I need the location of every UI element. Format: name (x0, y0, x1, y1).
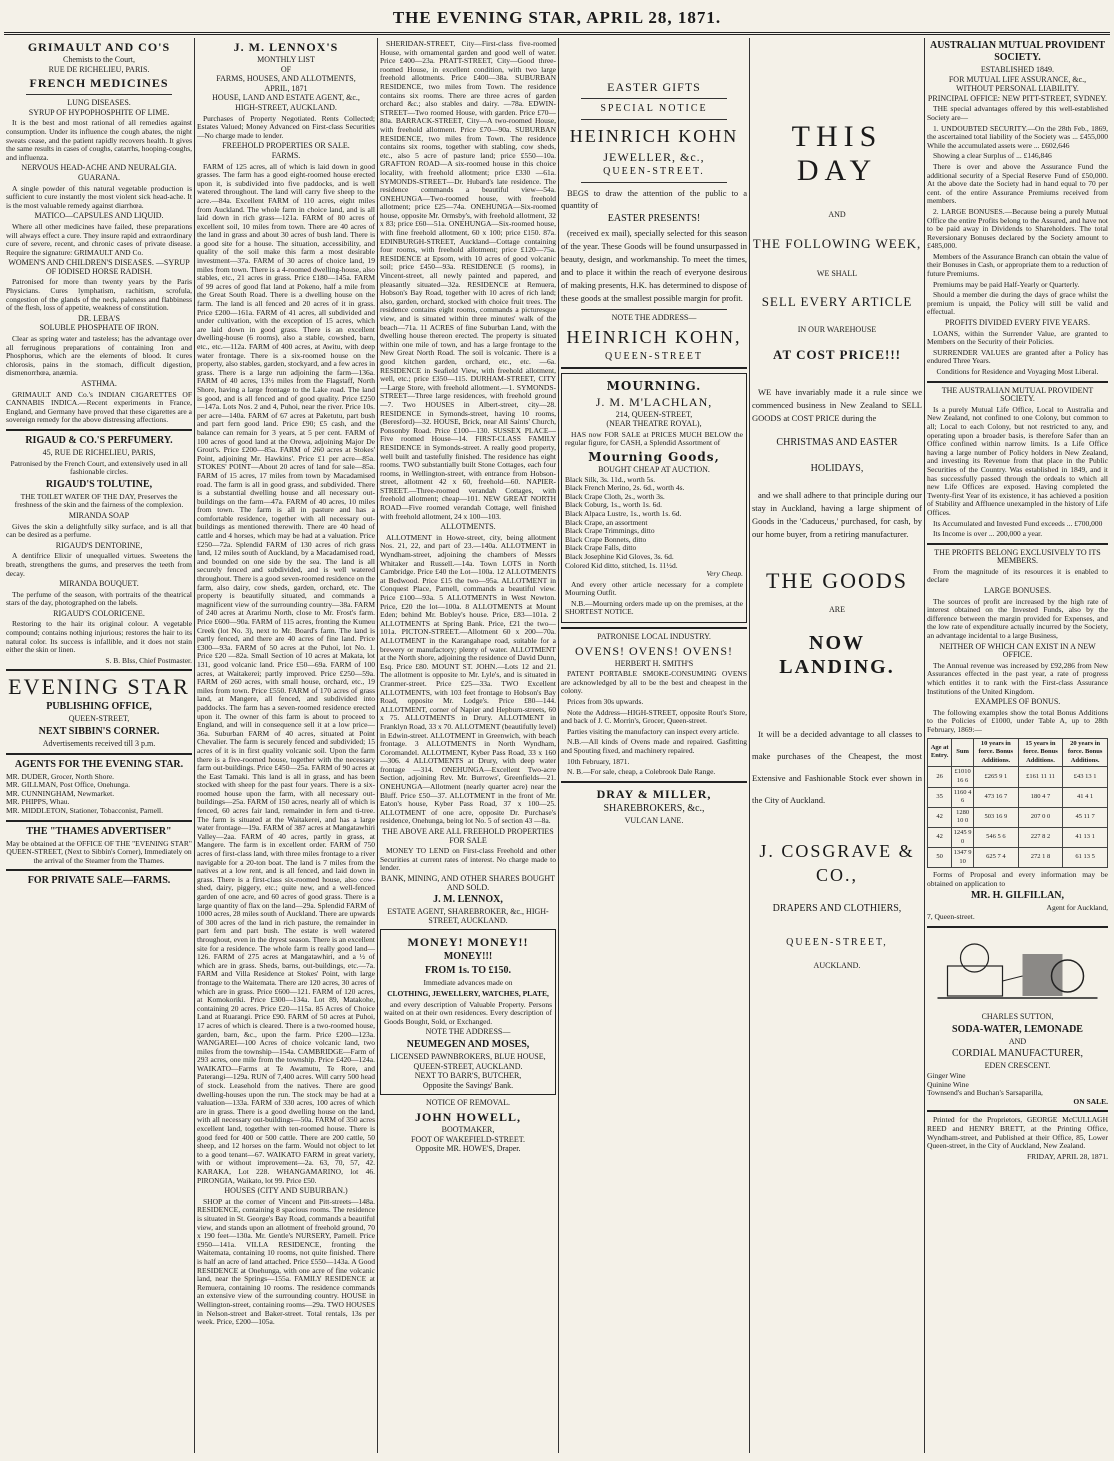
asthma-heading: ASTHMA. (81, 379, 117, 388)
forms-body: Forms of Proposal and every information may be obtained on application to (927, 870, 1108, 888)
rigaud-body: Patronised by the French Court, and extensively used in all fashionable circles. (10, 458, 188, 477)
list-item: Ginger Wine (927, 1071, 966, 1081)
table-cell: 625 7 4 (973, 848, 1018, 868)
coloricene-body: Restoring to the hair its original colour. A vegetable compound; contains nothing injurious; restores the hair to its natural color. Its success is infallible, and it does not stain either the skin or linen. (6, 619, 192, 655)
spacer (752, 279, 922, 293)
eden: EDEN CRESCENT. (984, 1061, 1051, 1071)
houses-body: SHOP at the corner of Vincent and Pitt-streets—148a. RESIDENCE, containing 8 spacious rooms. The residence is situated in St. George's Bay Road, commands a beautiful view, and stands upon an allotment of freehold ground, 70 x 190 feet—130a. Mr. Gentle's NURSERY, Parnell. Price £950—141a. VILLA RESIDENCE, fronting the Waitemata, containing 10 rooms, not quite finished. There is half an acre of land attached. Price £550—143a. A Good RESIDENCE at Onehunga, with one acre of fine volcanic land, near the Springs—155a. FAMILY RESIDENCE at Remuera, containing 10 rooms. The residence commands an extensive view of the surrounding country. HOUSE in Wellington-street, containing rooms—29a. TWO HOUSES in Nelson-street and Baker-street. Total rentals, 13s per week. Price, £200—105a. (197, 1196, 375, 1327)
iron-body: Clear as spring water and tasteless; has the advantage over all ferruginous preparations of containing Iron and Phosphorus, which are the elements of blood. It cures chlorosis, pains in the stomach, difficult digestion, dismenorrhœa, anæmia. (6, 334, 192, 378)
column-6 (927, 38, 1108, 1453)
of-label: OF (280, 64, 292, 74)
table-row (928, 827, 1108, 847)
table-cell: 61 13 5 (1063, 848, 1108, 868)
amp-p1: 1. UNDOUBTED SECURITY.—On the 28th Feb., 1869, the ascertained total liability of the Society was ... £455,000 While the accumulated assets were ... £602,646 (927, 123, 1108, 150)
guarana-heading: GUARANA. (78, 172, 120, 182)
table-cell: 50 (928, 848, 952, 868)
gilfillan-agent: Agent for Auckland, (1046, 903, 1108, 913)
list-item: Black Crape Trimmings, ditto (565, 526, 655, 536)
mclachlan-title: J. M. M'LACHLAN, (595, 394, 713, 409)
column-header: Age at Entry. (928, 738, 952, 767)
printed-for: Printed for the Proprietors, GEORGE McCULLAGH REED and HENRY BRETT, at the Printing Office, Wyndham-street, and Published at their Office, 85, Lower Queen-street, in the City of Auckland, New Zealand. (927, 1115, 1108, 1151)
masthead-rule (4, 32, 1110, 35)
publishing-office: PUBLISHING OFFICE, (46, 701, 152, 713)
spacer (752, 451, 922, 461)
amp-surrender: SURRENDER VALUES are granted after a Policy has endured Three Years. (927, 347, 1108, 366)
list-item: Black Crape Falls, ditto (565, 543, 637, 553)
spacer (752, 253, 922, 269)
tolutine-heading: RIGAUD'S TOLUTINE, (45, 478, 153, 490)
spacer (752, 543, 922, 567)
lennox-sig-sub: ESTATE AGENT, SHAREBROKER, &c., HIGH-STREET, AUCKLAND. (387, 907, 549, 925)
next-barr: NEXT TO BARR'S, BUTCHER, (414, 1071, 522, 1081)
mclachlan-nb: N.B.—Mourning orders made up on the premises, at the SHORTEST NOTICE. (565, 598, 743, 617)
table-cell: 1160 4 6 (952, 787, 974, 807)
amp-without: WITHOUT PERSONAL LIABILITY. (956, 84, 1079, 94)
syrup-body: It is the best and most rational of all remedies against consumption. Under its influence the cough abates, the night sweats cease, and the patient rapidly recovers health. It gives the same results in cases of coughs, catarrhs, hooping-coughs, and influenza. (6, 118, 192, 162)
rigaud-title: RIGAUD & CO.'S PERFUMERY. (25, 434, 173, 446)
agent-item: MR. MIDDLETON, Stationer, Tobacconist, Parnell. (6, 806, 164, 815)
smith-note2: Parties visiting the manufactory can inspect every article. (567, 726, 740, 736)
we-shall: WE SHALL (816, 268, 858, 278)
mourning-goods: Mourning Goods, (588, 449, 720, 464)
dray-title: DRAY & MILLER, (596, 786, 712, 801)
divider (6, 669, 192, 671)
table-cell: £161 11 11 (1018, 767, 1063, 787)
properties-body: SHERIDAN-STREET, City—First-class five-roomed House, with ornamental garden and good well of water. Price £400—23a. PRATT-STREET, City—Good three-roomed House, in excellent condition, with two large freehold allotments. Price £400—38a. SUBURBAN RESIDENCE, two miles from Town. The residence contains six rooms. There are three acres of garden orchard &c.; also stables and dairy. —78a. EDWIN-STREET—Two roomed House, with garden. Price £70—80a. BARRACK-STREET, City—A two-roomed House, with freehold allotment. Price £70—90a. SUBURBAN RESIDENCE, two miles from Town. The residence contains six rooms, together with stabling, cow sheds, etc., also 5 acre of pasture land; price £550—10a. GRAFTON ROAD—A six-roomed house in this choice locality, with freehold allotment; price £330 —61a. SYMONDS-STREET—Dr. Hubard's late residence. The residence commands a beautiful view—54a. ONEHUNGA—Two-roomed house, with freehold allotment; price £25—74a. ONEHUNGA—Six-roomed house, opposite Mr. Ormsby's, with freehold allotment, 32 x 83; price £60—51a. ONEHUNGA—Six-roomed house, with fine freehold allotment, 60 x 100; price £150. 87a. EDINBURGH-STREET, Auckland—Cottage containing four rooms, with freehold allotment; price £120—75a. RESIDENCE at Epsom, with 10 acres of good volcanic soil; price £450—93a. RESIDENCE (5 rooms), in Vincent-street, all newly painted and papered, and pleasantly situated—32a. RESIDENCE at Remuera, Hobson's Bay Road, together with 10 acres of rich land; also, garden, orchard, stocked with choice fruit trees. The residence contains eight rooms, commands a picturesque view, and is situated within three minutes' walk of the beach—71a. 11 ACRES of fine Suburban Land, with the dwelling house thereon erected. The property is situated within one mile of town, and has a large frontage to the New Great North Road. The soil is volcanic. There is a good kitchen garden, orchard, etc., etc. —6a. RESIDENCE in Seafield View, with freehold allotment, well, etc.; price £350—115. DURHAM-STREET, CITY—Large Store, with freehold allotment.—1. SYMONDS-STREET—Three large residences, with freehold ground—7. Two HOUSES in Albert-street, city—28. RESIDENCE in Symonds-street, having 10 rooms, (Beresford)—32. HOUSE, Brick, near All Saints' Church, Ponsonby Road. Price £100—130. SUSSEX PLACE—Five roomed House—14. FIRST-CLASS FAMILY RESIDENCE in Symonds-street. A really good property, well built and tastefully finished. The residence has eight rooms. TWO substantially built Stone Cottages, each four rooms, in Wellington-street, with entrance from Hobson-street, allotment 42 x 60, freehold—60. NAPIER-STREET.—Three-roomed verandah Cottages, with freehold allotment; cheap—101. NEW GREAT NORTH ROAD—Five roomed verandah Cottage, well finished with freehold allotment, 24 x 100—103. (380, 39, 556, 521)
money-items: CLOTHING, JEWELLERY, WATCHES, PLATE, (387, 988, 549, 998)
nervous-heading: NERVOUS HEAD-ACHE AND NEURALGIA. (21, 163, 177, 173)
column-header: 10 years in force. Bonus Additions. (973, 738, 1018, 767)
agent-item: MR. CUNNINGHAM, Newmarket. (6, 788, 115, 798)
table-cell: 227 8 2 (1018, 827, 1063, 847)
table-cell: 35 (928, 787, 952, 807)
table-cell: 1245 9 0 (952, 827, 974, 847)
howell-title: JOHN HOWELL, (414, 1109, 521, 1124)
table-cell: 503 16 9 (973, 807, 1018, 827)
agent-item: MR. GILLMAN, Post Office, Onehunga. (6, 780, 131, 790)
farms-heading: FARMS, HOUSES, AND ALLOTMENTS, (216, 74, 356, 84)
amp-conditions: Conditions for Residence and Voyaging Most Liberal. (936, 367, 1099, 376)
kohn-title: HEINRICH KOHN (569, 126, 739, 146)
bought-cheap: BOUGHT CHEAP AT AUCTION. (598, 464, 710, 474)
divider (927, 1110, 1108, 1112)
grimault-sub: Chemists to the Court, (63, 55, 135, 64)
table-cell: 1280 10 0 (952, 807, 974, 827)
opp-howe: Opposite MR. HOWE'S, Draper. (415, 1144, 521, 1154)
es-next: NEXT SIBBIN'S CORNER. (38, 726, 160, 738)
table-cell: 41 4 1 (1063, 787, 1108, 807)
now-landing: NOW LANDING. (779, 632, 895, 679)
annual: The Annual revenue was increased by £92,286 from New Assurances effected in the past year, a rate of progress which entitles it to rank with the First-class Assurance Institutions of the United Kingdom. (927, 660, 1108, 696)
money-range: FROM 1s. TO £150. (424, 965, 512, 977)
agent-item: MR. DUDER, Grocer, North Shore. (6, 771, 115, 781)
gilfillan: MR. H. GILFILLAN, (970, 890, 1065, 902)
spacer (752, 38, 922, 118)
farms-sub: FARMS. (271, 150, 301, 160)
agent-item: MR. PHIPPS, Whau. (6, 797, 70, 807)
this-day: THIS DAY (791, 120, 883, 187)
and-label: AND (1008, 1036, 1027, 1046)
amp-p2: 2. LARGE BONUSES.—Because being a purely Mutual Office the entire Profits belong to the Assured, and have not to be paid away in Dividends to Shareholders. The total Reversionary Bonuses declared by the Society amount to £485,000. (927, 206, 1108, 251)
allotments-body: ALLOTMENT in Howe-street, city, being allotment Nos. 21, 22, and part of 23.—140a. ALLOTMENT in Wyndham-street, adjoining the chambers of Messrs Whitaker and Russell.—14a. Town LOTS in North Cambridge. Price £40 the Lot—100a. 12 ALLOTMENTS at Bedwood. Price £15 the two—95a. ALLOTMENT in Conquest Place, Parnell, commands a beautiful view. Price £100—93a. 5 ALLOTMENTS in West Newton. Price, £20 the lot—100a. 8 ALLOTMENTS at Mount Eden; behind Mr. Bobley's house. Price, £83—101a. 2 ALLOTMENTS at Spring Bank. Price, £21 the two—101a. PICTON-STREET.—Allotment 60 x 200—70a. ALLOTMENT in the Karangahape road, suitable for a brewery or manufactory; plenty of water. ALLOTMENT at the North shore, adjoining the residence of David Dunn, Esq. Price £80. MOUNT ST. JOHN.—Lots 12 and 21. The allotment is opposite to Mr. Lyle's, and is situated in Cranmer-street. Price £25—33a. TWO Excellent ALLOTMENTS, with 103 feet frontage to Hobson's Bay Road, opposite Mr. Lodge's. Price £80—144. ALLOTMENT, corner of Napier and Hepburn-streets, 60 x 75. ALLOTMENTS in Drury. ALLOTMENT in Franklyn Road, 33 x 70. ALLOTMENT (beautifully level) in Edwin-street. ALLOTMENT in Greenwich, with beach frontage. 3 ALLOTMENTS in North Wyndham, Coromandel. ALLOTMENT, Kyber Pass Road, 33 x 160—306. 4 ALLOTMENTS at Drury, with deep water frontage —314. ONEHUNGA—Excellent Two-acre Section, adjoining Rev. Mr. Burrows', Greenfields—21. ONEHUNGA—Allotment (nearly quarter acre) near the Bluff. Price £50—37. ALLOTMENT in the front of Mr. Eaton's house, Kyber Pass Road, 37 x 100—25. ALLOTMENT of one acre, opposite Dr. Purchase's residence, Onehunga, being lot No. 5 of section 43 —8a. (380, 532, 556, 826)
es-address: QUEEN-STREET, (68, 714, 130, 724)
smith-prices: Prices from 30s upwards. (567, 697, 644, 707)
divider (561, 367, 747, 369)
sell-every-article: SELL EVERY ARTICLE (761, 294, 913, 310)
lennox-intro: Purchases of Property Negotiated. Rents Collected; Estates Valued; Money Advanced on First-class Securities—No charge made to lender. (197, 113, 375, 140)
womens-heading: WOMEN'S AND CHILDREN'S DISEASES. —SYRUP OF IODISED HORSE RADISH. (8, 258, 190, 276)
amp-p2b: Members of the Assurance Branch can obtain the value of their Bonuses in Cash, or appropriate them to a reduction of future Premiums. (927, 251, 1108, 279)
money-body2: and every description of Valuable Property. Persons waited on at their own residences. Every description of Goods Bought, Sold, or Exchanged. (384, 999, 552, 1026)
mclachlan-body: HAS now FOR SALE at PRICES MUCH BELOW the regular figure, for CASH, a Splendid Assortment of (565, 429, 743, 448)
patronise: PATRONISE LOCAL INDUSTRY. (597, 632, 711, 642)
column-rule (194, 38, 195, 1453)
spacer (752, 595, 922, 605)
and-label: AND (828, 210, 846, 219)
lennox-addr: HIGH-STREET, AUCKLAND. (235, 102, 337, 112)
in-warehouse: IN OUR WAREHOUSE (797, 325, 877, 335)
note-address: NOTE THE ADDRESS— (611, 313, 697, 322)
dentorine-body: A dentifrice Elixir of unequalled virtues. Sweetens the breath, strengthens the gums, and preserves the teeth from decay. (6, 551, 192, 578)
amp-income: Its Income is over ... 200,000 a year. (933, 529, 1043, 539)
bank-shares: BANK, MINING, AND OTHER SHARES BOUGHT AND SOLD. (380, 874, 555, 892)
kohn-title-2: HEINRICH KOHN, (566, 326, 742, 347)
column-2 (197, 38, 375, 1453)
syrup-heading: SYRUP OF HYPOPHOSPHITE OF LIME. (28, 107, 170, 117)
column-5 (752, 38, 922, 1453)
neumegen-addr: QUEEN-STREET, AUCKLAND. (413, 1061, 523, 1071)
opp-bank: Opposite the Savings' Bank. (422, 1080, 514, 1090)
smith-nb: N.B.—All kinds of Ovens made and repaired. Gasfitting and Spouting fixed, and machinery repaired. (561, 737, 747, 755)
following-week: THE FOLLOWING WEEK, (752, 235, 922, 251)
amp-funds: Its Accumulated and Invested Fund exceeds ... £700,000 (933, 518, 1103, 528)
grimault-addr: RUE DE RICHELIEU, PARIS. (48, 64, 150, 74)
money-advert (380, 929, 556, 1095)
table-cell: 41 13 1 (1063, 827, 1108, 847)
spacer (752, 190, 922, 210)
drapers-clothiers: DRAPERS AND CLOTHIERS, (772, 903, 902, 915)
cosgrave-auckland: AUCKLAND. (813, 961, 861, 971)
mourning-advert (561, 373, 747, 623)
large-body: The sources of profit are increased by the high rate of interest obtained on the Invested Funds, also by the difference between the margin provided for Expenses, and the low rate of expenditure actually incurred by the Society, an advantage incidental to a large Business, (927, 596, 1108, 641)
column-header: 20 years in force. Bonus Additions. (1063, 738, 1108, 767)
amp-p1b: There is over and above the Assurance Fund the additional security of a Special Reserve Fund of £50,000. At the above date the Society had in hand equal to 70 per cent. of the entire Assurance Premiums received from members. (927, 161, 1108, 206)
allotments-heading: ALLOTMENTS. (440, 522, 496, 532)
womens-body: Patronised for more than twenty years by the Paris Physicians. Cures lymphatism, rachitism, scrofula, congestion of the glands of the neck, paleness and flabbiness of the flesh, loss of appetite, weakness of constitution. (6, 277, 192, 313)
column-1 (6, 38, 192, 1453)
holidays: HOLIDAYS, (810, 462, 864, 474)
ovens-title: OVENS! OVENS! OVENS! (575, 643, 733, 658)
private-sale: FOR PRIVATE SALE—FARMS. (27, 875, 171, 887)
spacer (752, 917, 922, 935)
evening-star-title: EVENING STAR (8, 674, 190, 700)
cosgrave-title: J. COSGRAVE & CO., (759, 841, 915, 886)
christmas-easter: CHRISTMAS AND EASTER (776, 436, 898, 448)
list-item: Black Crape Cloth, 2s., worth 3s. (565, 491, 665, 501)
amp-five: PROFITS DIVIDED EVERY FIVE YEARS. (945, 318, 1090, 328)
table-cell: 26 (928, 767, 952, 787)
masthead: THE EVENING STAR, APRIL 28, 1871. (392, 8, 722, 27)
divider (561, 627, 747, 629)
bouquet-body: The perfume of the season, with portraits of the theatrical stars of the day, photographed on the labels. (6, 589, 192, 608)
table-cell: 1347 9 10 (952, 848, 974, 868)
table-cell: 272 1 8 (1018, 848, 1063, 868)
farms-body: FARM of 125 acres, all of which is laid down in good grasses. The farm has a good eight-roomed house erected upon it, is subdivided into five paddocks, and is well watered throughout. The land will carry five sheep to the acre.—84a. Excellent FARM of 110 acres, eight miles from Auckland. The whole farm in choice land, and is all laid down in rich grass—121a. FARM of 80 acres of excellent soil, 10 miles from town. There are 40 acres of the land in grass and about 30 acres of bush land. There is a good site for a house. The situation, accessibility, and quality of the soil make this farm a most desirable investment—37a. FARM of 30 acres of choice land, 19 miles from town. There is a 4-roomed dwelling-house, also stables, etc., 21 acres in grass. Price £180—145a. FARM of 99 acres of good flat land at Pokeno, half a mile from the Great South Road. There is a dwelling house on the farm. The land is all fenced and 20 acres of it in grass. Price £200—161a. FARM of 41 acres, all subdivided and under cultivation, with the exception of 15 acres, which are laid down in good grass. There is an excellent dwelling-house (6 rooms), also a stable, cowshed, barn, etc., etc.—112a. FARM of 400 acres, at Awitu, with deep water frontage. There is a six-roomed house on the property, also stables, garden, stockyard, and a few acres in grass. There is a large run adjoining the farm—136a. FARM of 40 acres, 13½ miles from the Flagstaff, North Shore, having a large frontage to the Lake road. The land is good, and is all fenced and of good quality. Price £250—147a. Lots Nos. 2 and 4, Puhoi, near the river. Price 10s. per acre—140a. FARM of 67 acres at Paketutu, part bush and part fern good land. Price £90; £5 cash, and the balance can remain for 3 years, at 5 per cent. FARM of 100 acres of good land at the Orewa, adjoining Major De Grout's. Price £200—85a. FARM of 260 acres at Stokes' Point, adjoining Mr. Hawkins'. Price £1 per acre—85a. STOKES' POINT—About 20 acres of land for sale—85a. FARM of 15 acres, 17 miles from town by Macadamised road. The farm is all in good grass, and subdivided. There is a substantial dwelling house and all necessary out-buildings on the farm—47a. FARM of 40 acres, 10 miles from town. The farm is all in pasture and has a comfortable residence, together with all necessary out-buildings as mentioned therewith. There are 40 head of cattle and 4 horses, which may be had at a valuation. Price £250—72a. Splendid FARM of 130 acres of rich grass land, 12 miles south of Auckland, by a Macadamised road, and bounded on one side by the sea. The land is all securely fenced and subdivided, and is well watered throughout. There is a good seven-roomed residence on the farm, also dairy, cow sheds, garden, orchard, etc. The property is beautifully situated, and commands a magnificent view of the surrounding country—38a. FARM of 240 acres at Ararimu North, close to Mr. Frost's farm. Price £600—90a. FARM of 115 acres, fronting the Kumeu Creek (lot No. 3), next to Mr. Board's farm. The land is partly fenced, and there are 40 acres of fine land. Price £300—93a. FARM of 50 acres at the Puhoi, lot No. 1. Price £20 —82a. Small Section of 10 acres at Makata, lot 131, good volcanic land. Price £50—69a. FARM of 100 acres, at Waitakerei; partly improved. Price £250—59a. FARM of 260 acres, with small house, orchard, etc., 19 miles from town. Price £550. FARM of 170 acres of grass land, at Mangere, all fenced, and subdivided into paddocks. The farm has a seven-roomed residence erected upon it. The owner of this farm is about to proceed to England, and will in consequence sell it at a low price—36a. Suburban FARM of 40 acres, situated at Point Chevalier. The farm is securely fenced and subdivided; 15 acres of it is in first quality volcanic soil. Upon the farm there is a five-roomed house, together with the necessary farm out-buildings. Price £450—25a. FARM of 90 acres at the East Tamaki. This land is all in grass, and has been stocked with sheep for the past four years. There is a six-roomed house upon the farm, with all necessary out-buildings—25a. FARM of 150 acres, nearly all of which is fenced, 60 acres fair land, remainder in fern and ti-tree. The farm is situated at the Waitakerei, and has a large water frontage—19a. FARM of 387 acres at Mangatawhiri Valley—2aa. FARM of 40 acres, partly in grass, at Mangere. The farm is in excellent order. FARM of 750 acres of first-class land, with three miles frontage to a river navigable for a 20-ton boat. The land is 7 miles from the natives at a low rent, and is all fenced, and laid down in grass. There is a first-class six-roomed house, also cow-shed, dairy, piggery, etc.; quite new, and a well-fenced garden of one acre, and 60 acres of good grass. There is a large quantity of flax on the land—29a. Splendid FARM of 1000 acres, 28 miles south of Auckland. There are upwards of 300 acres of the land in rich pasture, the remainder in part fern and part bush. The estate is well watered throughout, even in the dryest season. There is an excellent site for a residence. The whole farm is really good land—126. FARM of 275 acres at Mangatawhiri, and a ½ of which are in grass. Sheds, barns, out-buildings, etc.—7a. FARM and Villa Residence at Stokes' Point, with large frontage to the Waitemata. There are 120 acres, 30 acres of which are in grass. Price £600—121. FARM of 120 acres, at Komokoriki. Price £300—134a. Lot 89, Matakohe, containing 20 acres. Price £20—115a. 85 Acres of Choice Land at Ruarangi. Price £90. FARM of 50 acres at Puhoi, 17 acres of which is cleared. There is a two-roomed house, garden, barn, &c., upon the farm. Price £200—123a. WANGAREI—100 Acres of choice volcanic land, two miles from the township—154a. CAMBRIDGE—Farm of 293 acres, one mile from the township. Price £420—124a. WAIKATO—Farms at Te Awamutu, Te Rore, and Paterangi—129a. RUN of 7,400 acres. Will carry 500 head of stock. Leasehold from the natives. There are good dwelling-houses upon the run. The stock may be had at a valuation—133a. FARM of 330 acres, 100 acres of which are in grass. There is a good dwelling house on the land, with all necessary out-buildings—50a. FARM of 350 acres excellent land, together with ten-roomed house. There is good feed for 400 or 500 cattle. There are 200 cattle, 50 sheep, and 12 horses on the farm. Would not object to let to a good tenant—67. WAIKATO FARM in great variety, with or without improvement—2a. 63, 70, 57, 42. KARAKA, Lot 228. WHANGAMARINO, lot 46. PIRONGIA, Waikato, lot 99. Price £50. (197, 161, 375, 1185)
matico-heading: MATICO—CAPSULES AND LIQUID. (34, 211, 164, 221)
thames-body: May be obtained at the OFFICE OF THE "EVENING STAR" QUEEN-STREET, (Next to Sibbin's Corner), Immediately on the arrival of the Steamer from the Thames. (6, 838, 192, 865)
money-sub: MONEY!!! (443, 951, 493, 963)
rigaud-addr: 45, RUE DE RICHELIEU, PARIS, (42, 447, 156, 457)
column-header: Sum (952, 738, 974, 767)
miranda-heading: MIRANDA SOAP (68, 510, 130, 520)
smith-nb2: N. B.—For sale, cheap, a Colebrook Dale Range. (567, 767, 716, 777)
list-item: Townsend's and Buchan's Sarsaparilla, (927, 1088, 1043, 1098)
table-header (928, 738, 1108, 767)
neumegen-sub: LICENSED PAWNBROKERS, BLUE HOUSE, (390, 1051, 546, 1061)
smith-patent: PATENT PORTABLE SMOKE-CONSUMING OVENS are acknowledged by all to be the best and cheapest in the colony. (561, 669, 747, 696)
money-to-lend: MONEY TO LEND on First-class Freehold and other Securities at current rates of interest. No charge made to lender. (380, 846, 556, 873)
april-label: APRIL, 1871 (264, 83, 308, 93)
divider (581, 182, 727, 183)
gilfillan-addr: 7, Queen-street. (927, 912, 975, 922)
list-item: Black Silk, 3s. 11d., worth 5s. (565, 474, 656, 484)
spacer (752, 951, 922, 961)
list-item: Black Alpaca Lustre, 1s., worth 1s. 6d. (565, 508, 682, 518)
list-item: Black Coburg, 1s., worth 1s. 6d. (565, 500, 662, 510)
spacer (752, 427, 922, 435)
column-rule (749, 38, 750, 1453)
money-body: Immediate advances made on (423, 978, 513, 988)
table-cell: 207 0 0 (1018, 807, 1063, 827)
spacer (752, 681, 922, 721)
agent-label: HOUSE, LAND AND ESTATE AGENT, &c., (212, 93, 360, 103)
product-list (927, 1072, 1108, 1098)
bouquet-heading: MIRANDA BOUQUET. (59, 579, 139, 589)
column-rule (377, 38, 378, 1453)
profits-heading: THE PROFITS BELONG EXCLUSIVELY TO ITS MEMBERS. (934, 547, 1101, 566)
soda-heading: SODA-WATER, LEMONADE (952, 1023, 1083, 1035)
divider (581, 119, 727, 120)
lebas-heading: DR. LEBA'S (78, 313, 120, 323)
soda-machine-engraving (927, 936, 1108, 1006)
agents-title: AGENTS FOR THE EVENING STAR. (14, 758, 184, 770)
table-cell: £43 13 1 (1063, 767, 1108, 787)
mclachlan-addr: 214, QUEEN-STREET, (615, 409, 693, 419)
bootmaker: BOOTMAKER, (441, 1124, 495, 1134)
mclachlan-tail: And every other article necessary for a complete Mourning Outfit. (565, 579, 743, 598)
spacer (752, 889, 922, 901)
divider (26, 94, 172, 95)
cosgrave-body: WE have invariably made it a rule since we commenced business in New Zealand to SELL GOODS at COST PRICE during the (752, 386, 922, 423)
spacer (752, 336, 922, 346)
sharebrokers: SHAREBROKERS, &c., (603, 802, 705, 814)
spacer (752, 615, 922, 629)
amp-p2d: Should a member die during the days of grace whilst the premium is unpaid, the Policy will still be valid and effectual. (927, 290, 1108, 317)
divider (6, 429, 192, 431)
cosgrave-body2: and we shall adhere to that principle during our stay in Auckland, having a large shipment of Goods in the 'Caduceus,' purchased, for cash, by our home buyer, from a retiring manufacturer. (752, 489, 922, 539)
thames-title: THE "THAMES ADVERTISER" (26, 825, 172, 837)
smith-title: HERBERT H. SMITH'S (614, 658, 694, 668)
queen-street-2: QUEEN-STREET (605, 350, 703, 362)
lennox-title: J. M. LENNOX'S (233, 40, 339, 54)
list-item: Black Josephine Kid Gloves, 3s. 6d. (565, 551, 674, 561)
amp-surplus: Showing a clear Surplus of ... £146,846 (933, 151, 1052, 161)
table-cell: £265 9 1 (973, 767, 1018, 787)
table-row (928, 807, 1108, 827)
on-sale: ON SALE. (1073, 1096, 1108, 1106)
coloricene-heading: RIGAUD'S COLORICENE. (53, 608, 145, 618)
amp2-title: THE AUSTRALIAN MUTUAL PROVIDENT SOCIETY. (941, 385, 1094, 404)
freehold-heading: FREEHOLD PROPERTIES OR SALE. (222, 141, 350, 151)
jeweller: JEWELLER, &c., (603, 150, 705, 164)
easter-gifts: EASTER GIFTS (607, 80, 701, 94)
postmaster: S. B. BIss, Chief Postmaster. (105, 655, 192, 665)
cordial: CORDIAL MANUFACTURER, (951, 1048, 1084, 1060)
divider (6, 820, 192, 822)
column-rule (558, 38, 559, 1453)
examples-heading: EXAMPLES OF BONUS. (974, 697, 1061, 707)
removal-heading: NOTICE OF REMOVAL. (425, 1098, 511, 1108)
list-item: Black Crape Bonnets, ditto (565, 534, 647, 544)
column-rule (924, 38, 925, 1453)
lennox-signature: J. M. LENNOX, (433, 894, 503, 906)
mourning-items (565, 476, 743, 579)
table-row (928, 767, 1108, 787)
amp-intro: THE special advantages offered by this well-established Society are— (927, 104, 1108, 122)
divider (927, 926, 1108, 928)
the-goods: THE GOODS (765, 567, 909, 593)
spacer (752, 364, 922, 384)
tolutine-body: THE TOILET WATER OF THE DAY, Preserves the freshness of the skin and the fairness of the complexion. (14, 491, 184, 510)
amp-title: AUSTRALIAN MUTUAL PROVIDENT SOCIETY. (929, 40, 1106, 63)
monthly-list: MONTHLY LIST (257, 55, 315, 64)
note-address: NOTE THE ADDRESS— (425, 1027, 511, 1037)
vulcan-lane: VULCAN LANE. (624, 815, 684, 825)
houses-heading: HOUSES (CITY AND SUBURBAN.) (224, 1186, 348, 1196)
cosgrave-street: QUEEN-STREET, (786, 937, 888, 949)
kohn-body2: (received ex mail), specially selected for this season of the year. These Goods will be found unsurpassed in beauty, design, and workmanship. To meet the times, and to place it within the reach of everyone desirous of making presents, H.K. has determined to dispose of these goods at the smallest possible margin for profit. (561, 228, 747, 303)
iron-heading: SOLUBLE PHOSPHATE OF IRON. (39, 323, 159, 333)
divider (581, 98, 727, 99)
asthma-body: GRIMAULT AND Co.'s INDIAN CIGARETTES OF CANNABIS INDICA.—Recent experiments in France, England, and Germany have proved that these cigarettes are a sovereign remedy for the above distressing affections. (6, 389, 192, 425)
table-cell: 546 5 6 (973, 827, 1018, 847)
freehold-note: THE ABOVE ARE ALL FREEHOLD PROPERTIES FOR SALE (382, 827, 554, 845)
at-cost-price: AT COST PRICE!!! (773, 346, 901, 362)
spacer (752, 813, 922, 837)
divider (6, 869, 192, 871)
queen-street: QUEEN-STREET. (603, 166, 705, 177)
table-cell: 42 (928, 827, 952, 847)
table-row (928, 848, 1108, 868)
divider (927, 381, 1108, 383)
spacer (752, 221, 922, 235)
list-item: Black Crape, an assortment (565, 517, 648, 527)
mclachlan-near: (NEAR THEATRE ROYAL), (606, 419, 702, 429)
list-item: Colored Kid ditto, stitched, 1s. 11½d. (565, 560, 678, 570)
divider (581, 309, 727, 310)
cosgrave-body3: It will be a decided advantage to all classes to make purchases of the Cheapest, the most Extensive and Fashionable Stock ever shown in the City of Auckland. (752, 729, 922, 806)
footer-date: FRIDAY, APRIL 28, 1871. (1027, 1151, 1108, 1161)
large-bonuses: LARGE BONUSES. (983, 586, 1052, 596)
guarana-body: A single powder of this natural vegetable production is sufficient to cure instantly the most violent sick head-ache. It is the most valuable remedy against diarrhœa. (6, 183, 192, 210)
divider (927, 543, 1108, 545)
spacer (561, 38, 747, 78)
matico-body: Where all other medicines have failed, these preparations will always effect a cure. They insure rapid and extraordinary cure of severe, recent, and chronic cases of private disease. Require the signature: GRIMAULT AND Co. (6, 221, 192, 257)
table-cell: 473 16 7 (973, 787, 1018, 807)
kohn-body: BEGS to draw the attention of the public to a quantity of (561, 188, 747, 210)
amp-for: FOR MUTUAL LIFE ASSURANCE, &c., (948, 74, 1087, 84)
bonus-table (927, 738, 1108, 869)
are-label: ARE (829, 604, 845, 614)
table-cell: 180 4 7 (1018, 787, 1063, 807)
neither: NEITHER OF WHICH CAN EXIST IN A NEW OFFICE. (939, 641, 1096, 660)
miranda-body: Gives the skin a delightfully silky surface, and is all that can be desired as a perfume. (6, 521, 192, 540)
table-cell: 45 11 7 (1063, 807, 1108, 827)
very-cheap: Very Cheap. (706, 569, 743, 579)
list-item: Quinine Wine (927, 1079, 969, 1089)
column-header: 15 years in force. Bonus Additions. (1018, 738, 1063, 767)
divider (561, 781, 747, 783)
amp-est: ESTABLISHED 1849. (980, 65, 1055, 74)
mourning-title: MOURNING. (606, 378, 702, 393)
column-3 (380, 38, 556, 1453)
spacer (752, 311, 922, 325)
spacer (752, 477, 922, 487)
examples-body: The following examples show the total Bonus Additions to the Policies of £1000, under Table A, up to 28th February, 1869:— (927, 707, 1108, 734)
smith-note: Note the Address—HIGH-STREET, opposite Rout's Store, and back of J. C. Morrin's, Grocer, Queen-street. (561, 707, 747, 726)
amp-p2c: Premiums may be paid Half-Yearly or Quarterly. (933, 279, 1080, 289)
grimault-title: GRIMAULT AND CO'S (27, 40, 171, 54)
easter-presents: EASTER PRESENTS! (607, 213, 701, 224)
smith-date: 10th February, 1871. (567, 756, 630, 766)
es-ads: Advertisements received till 3 p.m. (42, 739, 156, 749)
table-cell: £1010 16 6 (952, 767, 974, 787)
dentorine-heading: RIGAUD'S DENTORINE, (55, 540, 143, 550)
profits-body: From the magnitude of its resources it is enabled to declare (927, 566, 1108, 585)
column-4 (561, 38, 747, 1453)
table-row (928, 787, 1108, 807)
lung-heading: LUNG DISEASES. (67, 98, 131, 108)
foot-wakefield: FOOT OF WAKEFIELD-STREET. (411, 1134, 525, 1144)
french-medicines: FRENCH MEDICINES (29, 76, 169, 91)
table-cell: 42 (928, 807, 952, 827)
agents-list (6, 773, 192, 816)
amp2-body: Is a purely Mutual Life Office, Local to Australia and New Zealand, not confined to one Colony, but common to all; Local to each Colony, but not restricted to any, and operating upon a broader basis, is therefore Safer than an Office confined within narrow limits. Is a Life Office having a large number of Policy holders in New Zealand, and investing its Revenue from that place in the Public Securities of the Country. Was established in 1849, and it has successfully passed through the ordeals to which all new Life Offices are exposed. Having completed the Twenty-first Year of its existence, it has achieved a position of Stability and Affluence unexampled in the history of Life Offices. (927, 404, 1108, 517)
special-notice: SPECIAL NOTICE (600, 103, 708, 114)
neumegen-title: NEUMEGEN AND MOSES, (406, 1038, 530, 1050)
amp-office: PRINCIPAL OFFICE: NEW PITT-STREET, SYDNEY. (927, 93, 1108, 103)
money-title: MONEY! MONEY!! (407, 935, 529, 950)
divider (6, 753, 192, 755)
amp-loans: LOANS, within the Surrender Value, are granted to Members on the Security of their Policies. (927, 328, 1108, 347)
sutton-title: CHARLES SUTTON, (981, 1012, 1054, 1022)
list-item: Black French Merino, 2s. 6d., worth 4s. (565, 483, 685, 493)
